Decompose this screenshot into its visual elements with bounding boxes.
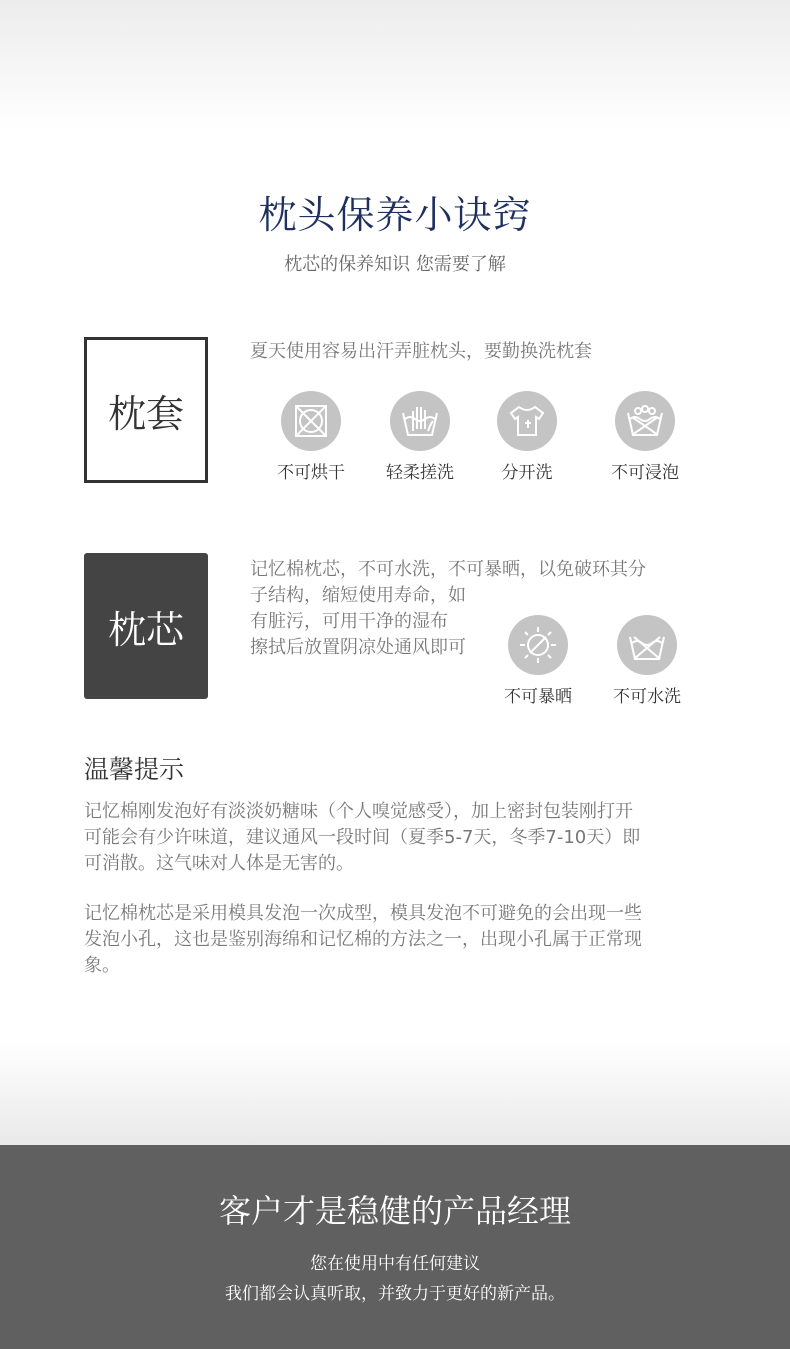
care-item-wash-separately	[472, 391, 582, 483]
paragraph-line: 可消散。这气味对人体是无害的。	[84, 853, 354, 874]
care-item-no-sun	[483, 615, 593, 707]
pillowcase-description: 夏天使用容易出汗弄脏枕头，要勤换洗枕套	[250, 341, 592, 362]
icon-label: 不可暴晒	[504, 687, 572, 707]
no-soak-icon	[615, 391, 675, 451]
footer-banner	[0, 1145, 790, 1349]
paragraph-line: 发泡小孔，这也是鉴别海绵和记忆棉的方法之一，出现小孔属于正常现	[84, 929, 642, 950]
bottom-gradient	[0, 1040, 790, 1145]
tips-paragraph-1	[84, 799, 704, 877]
footer-line-2: 我们都会认真听取，并致力于更好的新产品。	[225, 1284, 565, 1304]
pillow-core-label: 枕芯	[107, 607, 184, 652]
wash-separately-icon	[497, 391, 557, 451]
pillowcase-label: 枕套	[107, 391, 184, 436]
no-wash-icon	[617, 615, 677, 675]
hand-wash-icon	[390, 391, 450, 451]
icon-label: 轻柔搓洗	[386, 463, 454, 483]
top-gradient	[0, 0, 790, 130]
paragraph-line: 记忆棉刚发泡好有淡淡奶糖味（个人嗅觉感受），加上密封包装刚打开	[84, 801, 633, 822]
icon-label: 不可浸泡	[611, 463, 679, 483]
description-line: 擦拭后放置阴凉处通风即可	[250, 637, 466, 658]
icon-label: 分开洗	[501, 463, 553, 483]
tips-title: 温馨提示	[84, 755, 185, 784]
paragraph-line: 可能会有少许味道，建议通风一段时间（夏季5-7天，冬季7-10天）即	[84, 827, 641, 848]
no-sun-icon	[508, 615, 568, 675]
page-subtitle: 枕芯的保养知识 您需要了解	[284, 254, 506, 275]
icon-label: 不可水洗	[613, 687, 681, 707]
paragraph-line: 记忆棉枕芯是采用模具发泡一次成型，模具发泡不可避免的会出现一些	[84, 903, 642, 924]
tips-paragraph-2	[84, 901, 704, 979]
no-tumble-dry-icon	[281, 391, 341, 451]
care-item-no-wash	[592, 615, 702, 707]
footer-title: 客户才是稳健的产品经理	[218, 1192, 571, 1230]
paragraph-line: 象。	[84, 955, 120, 976]
page-title: 枕头保养小诀窍	[258, 193, 532, 237]
description-line: 记忆棉枕芯，不可水洗，不可暴晒，以免破环其分	[250, 559, 646, 580]
care-item-no-soak	[590, 391, 700, 483]
icon-label: 不可烘干	[277, 463, 345, 483]
footer-line-1: 您在使用中有任何建议	[310, 1254, 480, 1274]
pillowcase-label-box	[84, 337, 208, 483]
pillow-core-label-box	[84, 553, 208, 699]
description-line: 有脏污，可用干净的湿布	[250, 611, 448, 632]
care-item-no-tumble-dry	[256, 391, 366, 483]
description-line: 子结构，缩短使用寿命，如	[250, 585, 466, 606]
care-item-hand-wash	[365, 391, 475, 483]
